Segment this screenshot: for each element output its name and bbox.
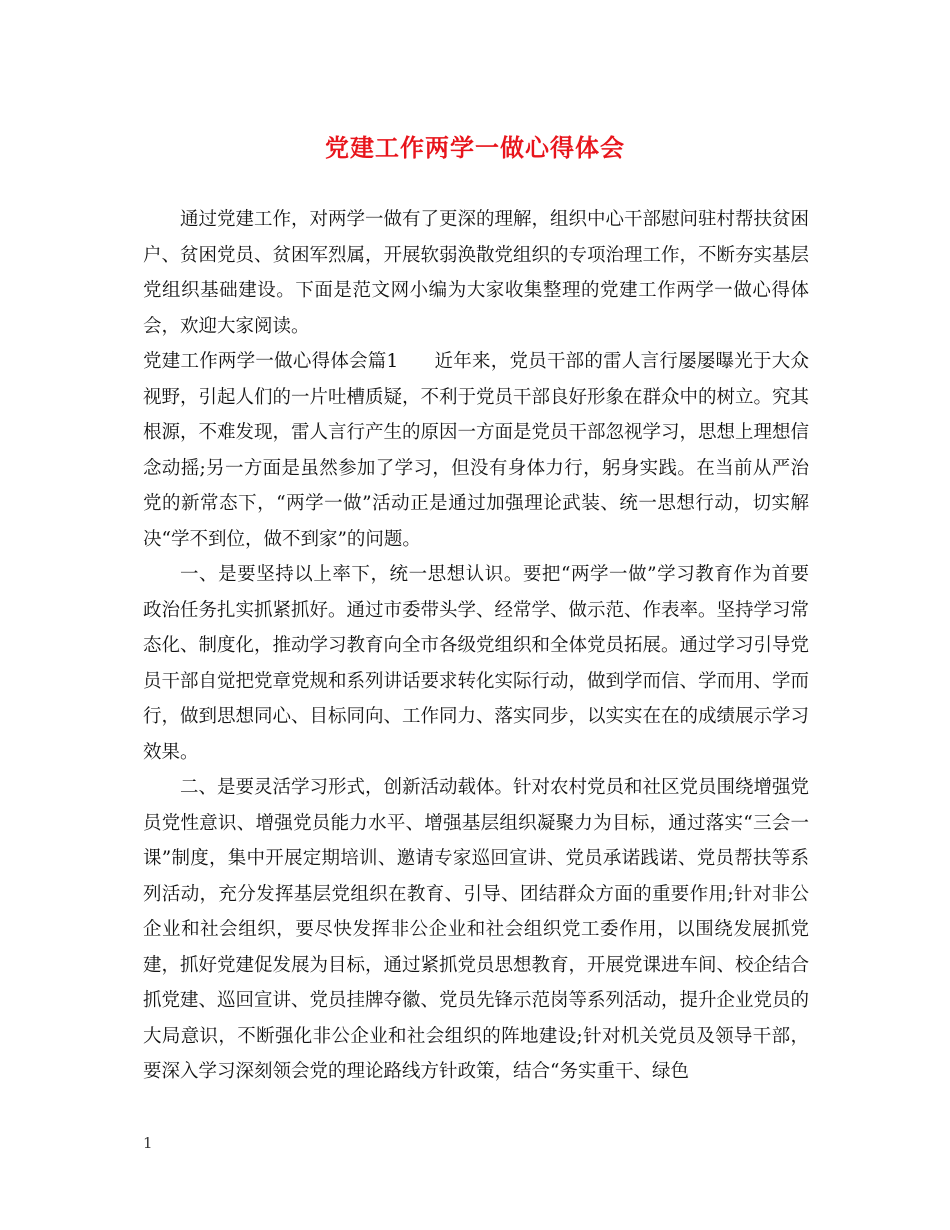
point-one-paragraph: 一、是要坚持以上率下，统一思想认识。要把“两学一做”学习教育作为首要政治任务扎实抓紧抓好。通过市委带头学、经常学、做示范、作表率。坚持学习常态化、制度化，推动学习教育向全市各级党组织和全体党员拓展。通过学习引导党员干部自觉把党章党规和系列讲话要求转化实际行动，做到学而信、学而用、学而行，做到思想同心、目标同向、工作同力、落实同步，以实实在在的成绩展示学习效果。	[143, 564, 810, 763]
intro-paragraph: 通过党建工作，对两学一做有了更深的理解，组织中心干部慰问驻村帮扶贫困户、贫困党员、贫困军烈属，开展软弱涣散党组织的专项治理工作，不断夯实基层党组织基础建设。下面是范文网小编为大家收集整理的党建工作两学一做心得体会，欢迎大家阅读。	[143, 209, 810, 337]
page-number: 1	[143, 1134, 153, 1152]
section-paragraph-text: 近年来，党员干部的雷人言行屡屡曝光于大众视野，引起人们的一片吐槽质疑，不利于党员干部良好形象在群众中的树立。究其根源，不难发现，雷人言行产生的原因一方面是党员干部忽视学习，思想上理想信念动摇;另一方面是虽然参加了学习，但没有身体力行，躬身实践。在当前从严治党的新常态下，“两学一做”活动正是通过加强理论武装、统一思想行动，切实解决“学不到位，做不到家”的问题。	[143, 351, 810, 550]
document-body	[143, 200, 809, 1090]
point-two-paragraph: 二、是要灵活学习形式，创新活动载体。针对农村党员和社区党员围绕增强党员党性意识、增强党员能力水平、增强基层组织凝聚力为目标，通过落实“三会一课”制度，集中开展定期培训、邀请专家巡回宣讲、党员承诺践诺、党员帮扶等系列活动，充分发挥基层党组织在教育、引导、团结群众方面的重要作用;针对非公企业和社会组织，要尽快发挥非公企业和社会组织党工委作用，以围绕发展抓党建，抓好党建促发展为目标，通过紧抓党员思想教育，开展党课进车间、校企结合抓党建、巡回宣讲、党员挂牌夺徽、党员先锋示范岗等系列活动，提升企业党员的大局意识，不断强化非公企业和社会组织的阵地建设;针对机关党员及领导干部，要深入学习深刻领会党的理论路线方针政策，结合“务实重干、绿色	[143, 777, 810, 1082]
document-title: 党建工作两学一做心得体会	[325, 133, 625, 162]
section-heading: 党建工作两学一做心得体会篇1	[143, 351, 399, 372]
section-paragraph	[143, 344, 809, 557]
